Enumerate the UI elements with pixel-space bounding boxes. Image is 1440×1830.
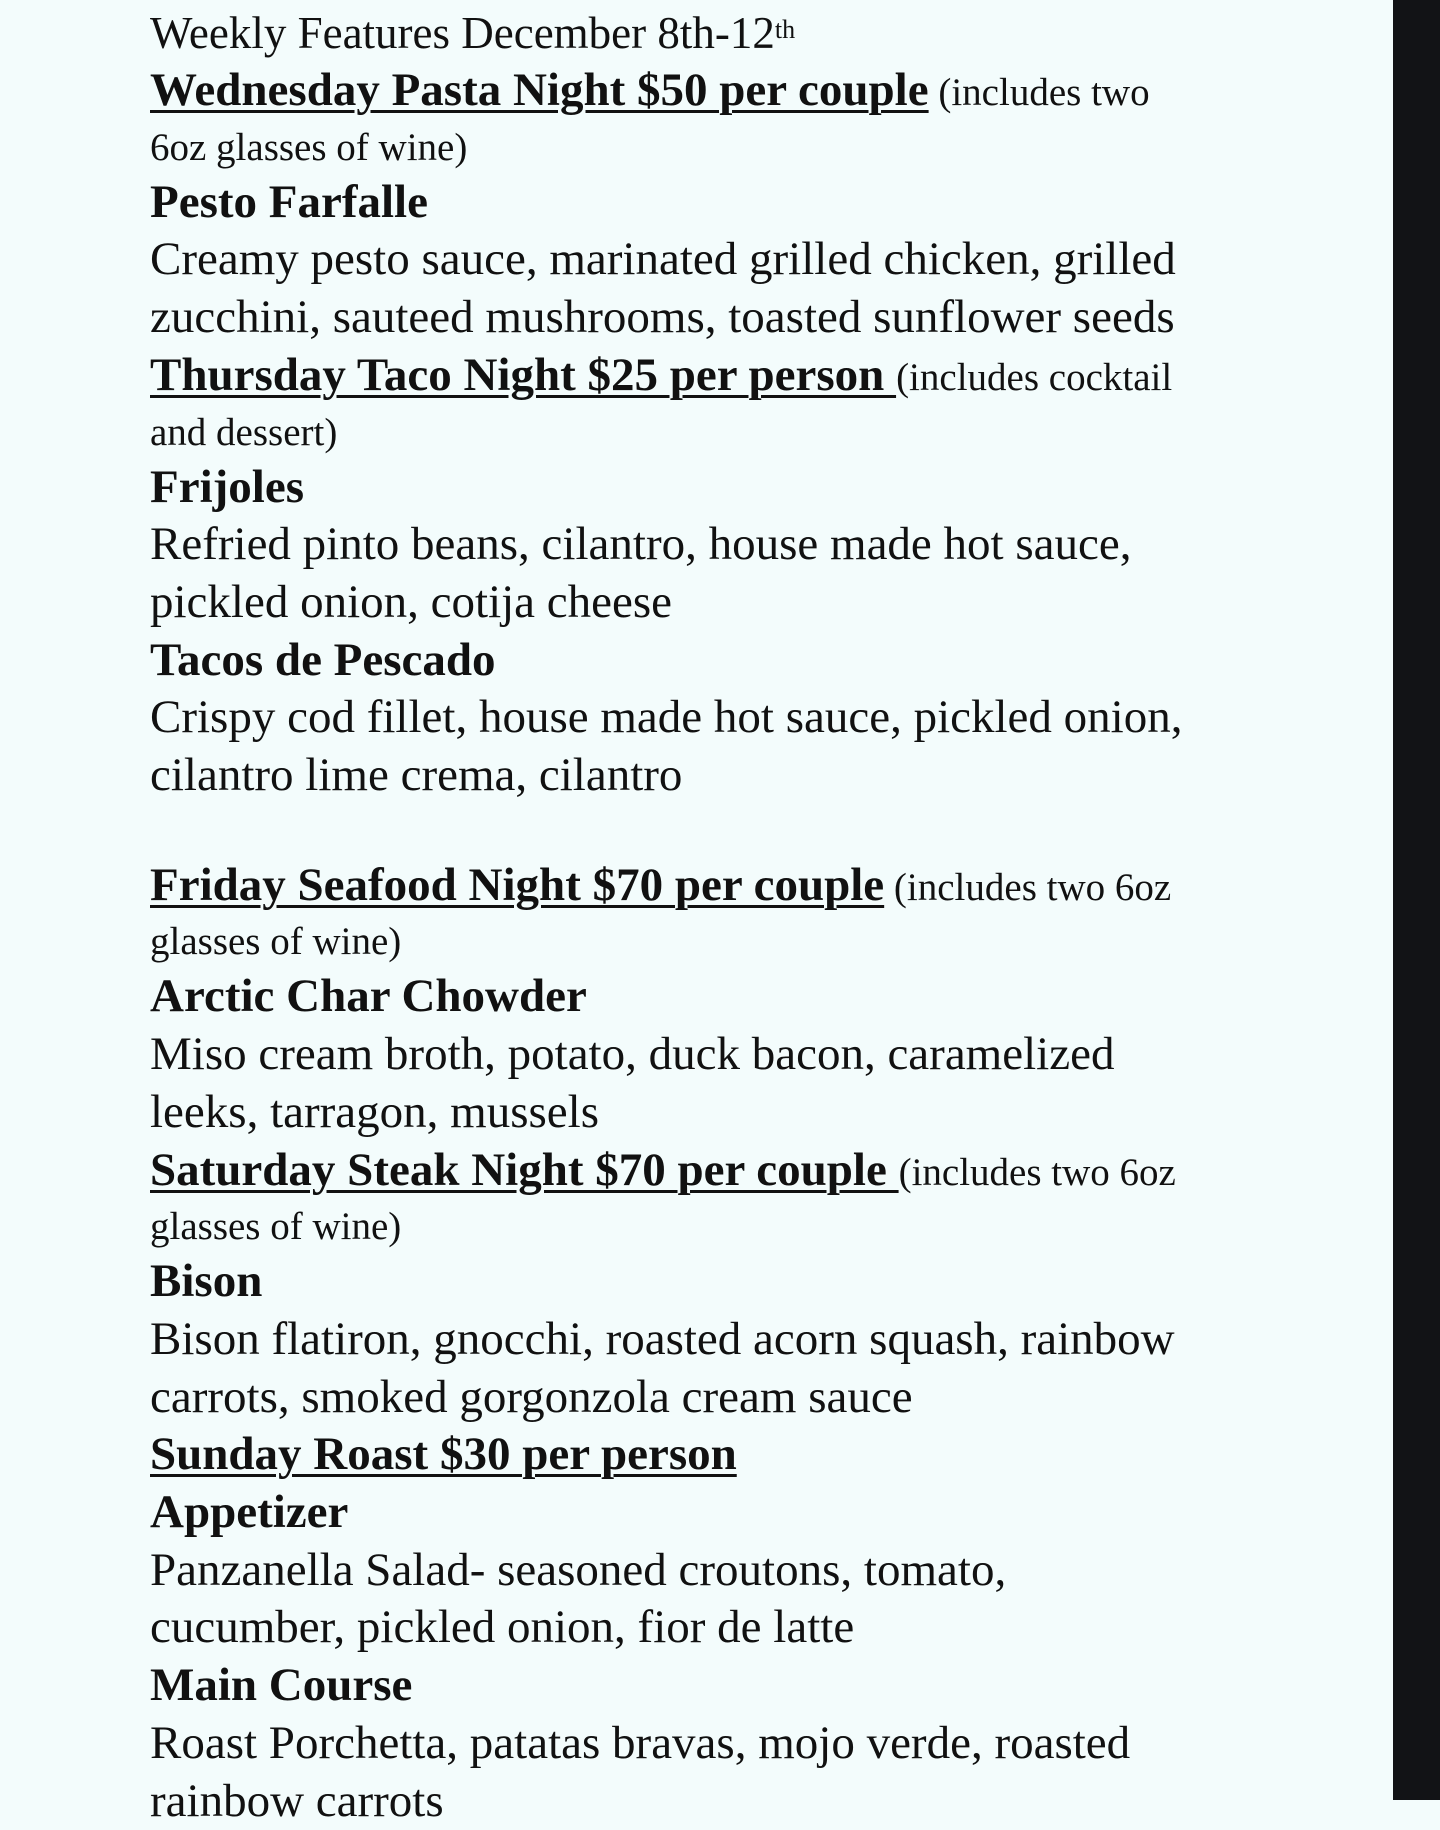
friday-dish-name: Arctic Char Chowder (150, 970, 587, 1023)
wednesday-heading (150, 62, 1230, 122)
sunday-title: Sunday Roast $30 per person (150, 1428, 737, 1481)
saturday-note-continued: glasses of wine) (150, 1205, 402, 1249)
sunday-appetizer-label: Appetizer (150, 1486, 349, 1539)
saturday-dish-desc-2: carrots, smoked gorgonzola cream sauce (150, 1370, 913, 1423)
sunday-appetizer-desc-1: Panzanella Salad- seasoned croutons, tomato, (150, 1543, 1007, 1596)
sunday-heading (150, 1426, 1230, 1484)
wednesday-note-continued: 6oz glasses of wine) (150, 125, 468, 169)
wednesday-note: (includes two (928, 71, 1150, 114)
thursday-note: (includes cocktail (896, 355, 1173, 399)
wednesday-dish-desc-2: zucchini, sauteed mushrooms, toasted sunflower seeds (150, 291, 1175, 344)
right-edge-dark-bar (1393, 0, 1440, 1800)
thursday-dish2-desc-2: cilantro lime crema, cilantro (150, 749, 683, 802)
thursday-dish1-name: Frijoles (150, 460, 304, 513)
saturday-dish-desc-1: Bison flatiron, gnocchi, roasted acorn squash, rainbow (150, 1312, 1175, 1365)
thursday-heading (150, 347, 1230, 407)
page-title (150, 5, 1230, 62)
page-title-superscript: th (774, 15, 796, 44)
friday-note-continued: glasses of wine) (150, 920, 402, 964)
wednesday-dish-name: Pesto Farfalle (150, 175, 428, 228)
section-spacer (150, 805, 1230, 857)
friday-dish-desc-2: leeks, tarragon, mussels (150, 1085, 600, 1138)
thursday-dish2-desc-1: Crispy cod fillet, house made hot sauce, pickled onion, (150, 691, 1183, 744)
friday-note: (includes two 6oz (884, 865, 1172, 909)
saturday-title: Saturday Steak Night $70 per couple (150, 1143, 899, 1196)
friday-dish-desc-1: Miso cream broth, potato, duck bacon, caramelized (150, 1028, 1115, 1081)
sunday-main-label: Main Course (150, 1659, 413, 1712)
friday-heading (150, 857, 1230, 917)
thursday-note-continued: and dessert) (150, 410, 338, 454)
saturday-dish-name: Bison (150, 1255, 263, 1308)
wednesday-dish-desc-1: Creamy pesto sauce, marinated grilled chicken, grilled (150, 233, 1176, 286)
menu-document (150, 5, 1230, 1830)
thursday-dish1-desc-2: pickled onion, cotija cheese (150, 575, 673, 628)
friday-title: Friday Seafood Night $70 per couple (150, 858, 885, 911)
thursday-dish2-name: Tacos de Pescado (150, 633, 496, 686)
page-title-text: Weekly Features December 8th-12 (150, 8, 775, 58)
sunday-appetizer-desc-2: cucumber, pickled onion, fior de latte (150, 1601, 855, 1654)
saturday-note: (includes two 6oz (898, 1150, 1176, 1194)
sunday-main-desc-2: rainbow carrots (150, 1774, 444, 1827)
sunday-main-desc-1: Roast Porchetta, patatas bravas, mojo verde, roasted (150, 1716, 1131, 1769)
saturday-heading (150, 1142, 1230, 1202)
thursday-title: Thursday Taco Night $25 per person (150, 348, 897, 401)
wednesday-title: Wednesday Pasta Night $50 per couple (150, 64, 929, 116)
thursday-dish1-desc-1: Refried pinto beans, cilantro, house made hot sauce, (150, 518, 1132, 571)
